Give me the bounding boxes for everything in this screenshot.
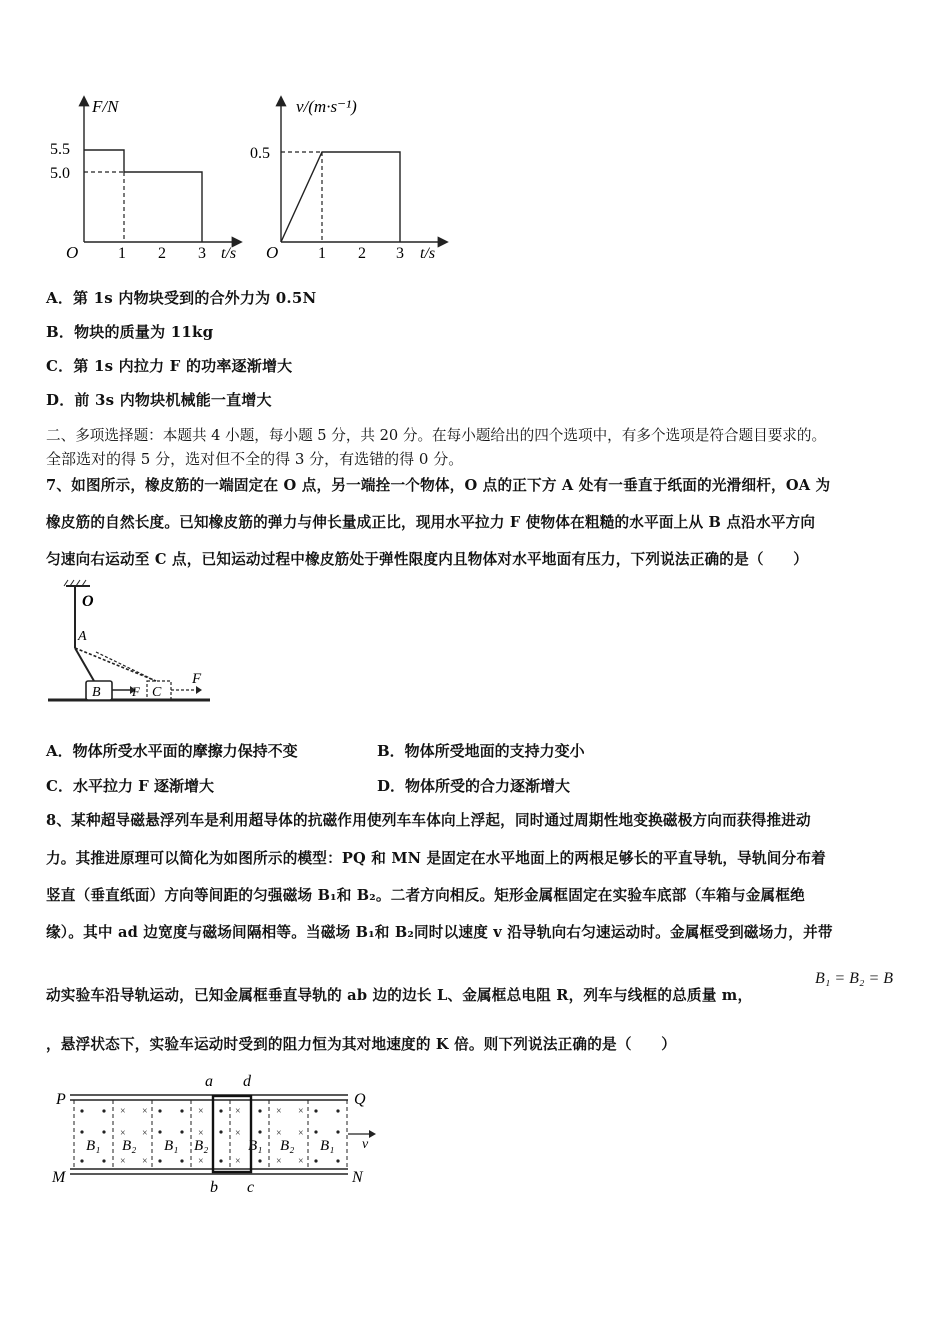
svg-text:B₁: B₁ bbox=[248, 1138, 263, 1154]
tick-1: 1 bbox=[318, 245, 326, 262]
svg-text:×: × bbox=[298, 1106, 304, 1117]
svg-text:B₂: B₂ bbox=[280, 1138, 295, 1154]
q7-option-d: D．物体所受的合力逐渐增大 bbox=[377, 777, 571, 795]
section2-line1: 二、多项选择题：本题共 4 小题，每小题 5 分，共 20 分。在每小题给出的四个选项中，有多个选项是符合题目要求的。 bbox=[46, 427, 827, 444]
svg-text:×: × bbox=[235, 1128, 241, 1139]
svg-text:B₁: B₁ bbox=[164, 1138, 179, 1154]
q8-line3: 竖直（垂直纸面）方向等间距的匀强磁场 B₁和 B₂。二者方向相反。矩形金属框固定在实验车底部（车箱与金属框绝 bbox=[46, 887, 805, 904]
svg-text:B₁: B₁ bbox=[320, 1138, 335, 1154]
q7-line3: 匀速向右运动至 C 点，已知运动过程中橡皮筋处于弹性限度内且物体对水平地面有压力，下列说法正确的是（ ） bbox=[46, 551, 809, 568]
svg-text:×: × bbox=[120, 1106, 126, 1117]
svg-text:×: × bbox=[142, 1156, 148, 1167]
q6-option-d: D．前 3s 内物块机械能一直增大 bbox=[46, 391, 272, 409]
force-F: F bbox=[192, 671, 202, 687]
svg-text:×: × bbox=[298, 1156, 304, 1167]
svg-text:c: c bbox=[247, 1179, 255, 1196]
svg-text:P: P bbox=[56, 1091, 66, 1108]
svg-text:F: F bbox=[132, 684, 140, 699]
svg-text:×: × bbox=[198, 1156, 204, 1167]
x-axis-label: t/s bbox=[420, 245, 436, 262]
svg-text:×: × bbox=[142, 1128, 148, 1139]
svg-text:N: N bbox=[352, 1169, 363, 1186]
svg-text:×: × bbox=[198, 1128, 204, 1139]
svg-text:v: v bbox=[362, 1137, 369, 1152]
svg-text:×: × bbox=[276, 1106, 282, 1117]
q8-line6: ，悬浮状态下，实验车运动时受到的阻力恒为其对地速度的 K 倍。则下列说法正确的是（ ） bbox=[46, 1036, 676, 1053]
tick-2: 2 bbox=[358, 245, 366, 262]
tick-1: 1 bbox=[118, 245, 126, 262]
q7-line1: 7、如图所示，橡皮筋的一端固定在 O 点，另一端拴一个物体，O 点的正下方 A 处有一垂直于纸面的光滑细杆，OA 为 bbox=[46, 477, 831, 494]
tick-0-5: 0.5 bbox=[250, 145, 270, 162]
svg-text:M: M bbox=[52, 1169, 66, 1186]
svg-text:×: × bbox=[120, 1156, 126, 1167]
force-line bbox=[84, 150, 202, 242]
q8-line4: 缘）。其中 ad 边宽度与磁场间隔相等。当磁场 B₁和 B₂同时以速度 v 沿导轨向右匀速运动时。金属框受到磁场力，并带 bbox=[46, 924, 833, 941]
svg-text:×: × bbox=[276, 1128, 282, 1139]
svg-text:B: B bbox=[92, 685, 101, 700]
svg-text:×: × bbox=[298, 1128, 304, 1139]
q7-option-c: C．水平拉力 F 逐渐增大 bbox=[46, 777, 215, 795]
q6-option-c: C．第 1s 内拉力 F 的功率逐渐增大 bbox=[46, 357, 293, 375]
band-to-B bbox=[75, 648, 94, 681]
q6-option-b: B．物块的质量为 11kg bbox=[46, 323, 214, 341]
section2-line2: 全部选对的得 5 分，选对但不全的得 3 分，有选错的得 0 分。 bbox=[46, 450, 464, 468]
svg-text:a: a bbox=[205, 1073, 213, 1090]
point-O: O bbox=[82, 593, 94, 610]
tick-3: 3 bbox=[198, 245, 206, 262]
svg-text:b: b bbox=[210, 1179, 218, 1196]
maglev-figure bbox=[48, 1068, 388, 1198]
q7-option-a: A．物体所受水平面的摩擦力保持不变 bbox=[46, 742, 298, 760]
band-to-C-dashed bbox=[75, 648, 156, 681]
svg-text:B₂: B₂ bbox=[122, 1138, 137, 1154]
svg-text:d: d bbox=[243, 1073, 251, 1090]
q8-line1: 8、某种超导磁悬浮列车是利用超导体的抗磁作用使列车车体向上浮起，同时通过周期性地变换磁极方向而获得推进动 bbox=[46, 812, 811, 829]
svg-text:×: × bbox=[276, 1156, 282, 1167]
svg-text:B₂: B₂ bbox=[194, 1138, 209, 1154]
tick-3: 3 bbox=[396, 245, 404, 262]
rubber-band-figure bbox=[44, 578, 214, 708]
y-axis-label: v/(m·s⁻¹) bbox=[296, 97, 357, 116]
svg-text:×: × bbox=[198, 1106, 204, 1117]
velocity-line bbox=[281, 152, 400, 242]
svg-text:B₁: B₁ bbox=[86, 1138, 101, 1154]
q8-line2: 力。其推进原理可以简化为如图所示的模型：PQ 和 MN 是固定在水平地面上的两根足够长的平直导轨，导轨间分布着 bbox=[46, 850, 826, 867]
point-A: A bbox=[78, 629, 87, 644]
metal-frame bbox=[213, 1096, 251, 1172]
svg-text:×: × bbox=[120, 1128, 126, 1139]
svg-text:Q: Q bbox=[354, 1091, 366, 1108]
q7-option-b: B．物体所受地面的支持力变小 bbox=[377, 742, 585, 760]
tick-5-5: 5.5 bbox=[50, 141, 70, 158]
q7-line2: 橡皮筋的自然长度。已知橡皮筋的弹力与伸长量成正比，现用水平拉力 F 使物体在粗糙的水平面上从 B 点沿水平方向 bbox=[46, 514, 816, 531]
velocity-time-graph bbox=[248, 92, 453, 267]
svg-text:×: × bbox=[142, 1106, 148, 1117]
y-axis-label: F/N bbox=[92, 97, 119, 116]
origin-label: O bbox=[266, 243, 279, 262]
svg-text:×: × bbox=[235, 1106, 241, 1117]
tick-2: 2 bbox=[158, 245, 166, 262]
svg-text:C: C bbox=[152, 685, 162, 700]
x-axis-label: t/s bbox=[221, 245, 237, 262]
q8-line5: 动实验车沿导轨运动，已知金属框垂直导轨的 ab 边的边长 L、金属框总电阻 R，列车与线框的总质量 m， bbox=[46, 987, 753, 1004]
force-time-graph bbox=[40, 92, 245, 267]
svg-text:×: × bbox=[235, 1156, 241, 1167]
tick-5-0: 5.0 bbox=[50, 165, 70, 182]
origin-label: O bbox=[66, 243, 79, 262]
q8-formula: B₁ = B₂ = B bbox=[815, 970, 894, 987]
q6-option-a: A．第 1s 内物块受到的合外力为 0.5N bbox=[46, 289, 317, 307]
